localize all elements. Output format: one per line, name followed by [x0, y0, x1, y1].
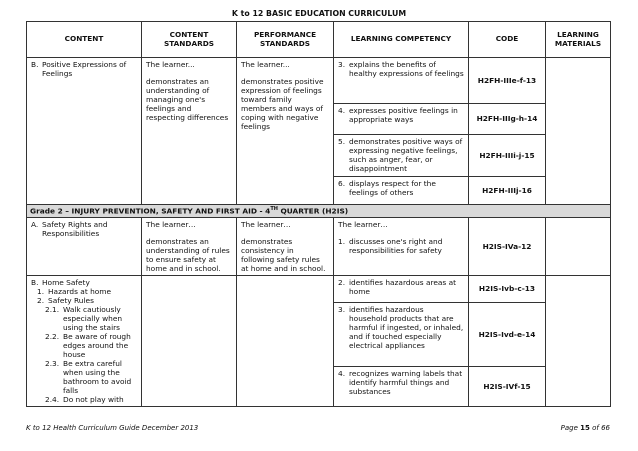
ps-body: demonstrates consistency in following safety rules at home and in school. [241, 236, 326, 273]
code-cell: H2IS-IVf-15 [469, 367, 546, 407]
page-number [561, 424, 610, 433]
materials-cell [546, 58, 611, 205]
subitem-text: Be aware of rough edges around the house [63, 331, 131, 359]
competency-num: 3. [338, 60, 346, 69]
competency-text: demonstrates positive ways of expressing negative feelings, such as anger, fear, or disappointment [349, 137, 463, 174]
materials-cell [546, 275, 611, 406]
page-footer [26, 424, 610, 433]
competency-cell [334, 104, 469, 135]
competency-cell [334, 135, 469, 177]
header-performance-standards: PERFORMANCE STANDARDS [237, 22, 334, 58]
competency-cell [334, 367, 469, 407]
competency-num: 4. [338, 369, 346, 379]
competency-cell [334, 302, 469, 366]
code-cell: H2FH-IIIe-f-13 [469, 58, 546, 104]
content-letter: B. [31, 277, 39, 287]
page-label: Page [560, 424, 578, 432]
table-row [27, 58, 611, 104]
competency-text: displays respect for the feelings of others [349, 179, 436, 198]
header-code: CODE [469, 22, 546, 58]
competency-cell [334, 275, 469, 302]
content-standard-cell [142, 58, 237, 205]
grade-quarter-band [27, 205, 611, 218]
subitem-text: Do not play with [63, 395, 124, 405]
content-cell [27, 58, 142, 205]
competency-text: identifies hazardous areas at home [349, 277, 457, 296]
table-row [27, 275, 611, 302]
performance-standard-cell [237, 275, 334, 406]
cs-body: demonstrates an understanding of rules to ensure safety at home and in school. [146, 236, 230, 273]
page-of: of 66 [592, 424, 610, 432]
ps-body: demonstrates positive expression of feelings toward family members and ways of coping with negative feelings [241, 77, 324, 132]
table-row [27, 217, 611, 275]
competency-num: 2. [338, 277, 346, 287]
lc-intro: The learner… [338, 219, 388, 229]
competency-text: recognizes warning labels that identify harmful things and substances [349, 369, 463, 397]
cs-body: demonstrates an understanding of managing one's feelings and respecting differences [146, 77, 229, 123]
document-title: K to 12 BASIC EDUCATION CURRICULUM [231, 9, 407, 18]
header-learning-materials: LEARNING MATERIALS [546, 22, 611, 58]
competency-text: expresses positive feelings in appropriate ways [349, 106, 458, 125]
header-content-standards: CONTENT STANDARDS [142, 22, 237, 58]
code-cell: H2IS-Ivb-c-13 [469, 275, 546, 302]
competency-num: 1. [338, 236, 346, 246]
performance-standard-cell [237, 58, 334, 205]
grade-quarter-text [27, 205, 611, 218]
competency-text: explains the benefits of healthy expressions of feelings [349, 60, 464, 79]
content-text: Positive Expressions of Feelings [42, 60, 127, 79]
content-cell [27, 217, 142, 275]
content-letter: B. [31, 60, 39, 69]
subitem-num: 2.1. [45, 304, 60, 314]
subitem-num: 2.4. [45, 395, 60, 405]
code-cell: H2FH-IIIg-h-14 [469, 104, 546, 135]
subitem-num: 2.3. [45, 358, 60, 368]
item-num: 1. [37, 286, 45, 296]
content-letter: A. [31, 219, 39, 229]
competency-text: identifies hazardous household products that are harmful if ingested, or inhaled, and if touched especially electrical appliances [349, 304, 464, 351]
code-cell: H2FH-IIIi-j-15 [469, 135, 546, 177]
code-cell: H2IS-Ivd-e-14 [469, 302, 546, 366]
content-text: Safety Rights and Responsibilities [42, 219, 108, 238]
code-cell: H2FH-IIIj-16 [469, 177, 546, 205]
band-text-after: QUARTER (H2IS) [277, 206, 349, 216]
page-num: 15 [580, 424, 590, 432]
header-content: CONTENT [27, 22, 142, 58]
header-row [27, 22, 611, 58]
band-sup: TH [270, 206, 278, 212]
band-text: Grade 2 – INJURY PREVENTION, SAFETY AND FIRST AID - 4 [30, 206, 271, 216]
competency-cell [334, 177, 469, 205]
ps-intro: The learner... [241, 60, 290, 69]
content-standard-cell [142, 275, 237, 406]
item-text: Hazards at home [48, 286, 112, 296]
competency-text: discusses one's right and responsibilities for safety [349, 236, 443, 255]
competency-num: 6. [338, 179, 346, 188]
content-text: Home Safety [42, 277, 90, 287]
subitem-text: Walk cautiously especially when using the stairs [63, 304, 123, 332]
competency-cell [334, 217, 469, 275]
curriculum-table [26, 21, 611, 407]
competency-num: 3. [338, 304, 346, 314]
cs-intro: The learner... [146, 60, 195, 69]
header-learning-competency: LEARNING COMPETENCY [334, 22, 469, 58]
item-num: 2. [37, 295, 45, 305]
item-text: Safety Rules [48, 295, 94, 305]
subitem-text: Be extra careful when using the bathroom to avoid falls [63, 358, 132, 396]
content-standard-cell [142, 217, 237, 275]
competency-cell [334, 58, 469, 104]
competency-num: 5. [338, 137, 346, 146]
ps-intro: The learner… [241, 219, 291, 229]
code-cell: H2IS-IVa-12 [469, 217, 546, 275]
subitem-num: 2.2. [45, 331, 60, 341]
materials-cell [546, 217, 611, 275]
cs-intro: The learner… [146, 219, 196, 229]
performance-standard-cell [237, 217, 334, 275]
footer-guide-title: K to 12 Health Curriculum Guide December 2013 [26, 424, 199, 432]
content-cell [27, 275, 142, 406]
competency-num: 4. [338, 106, 346, 115]
